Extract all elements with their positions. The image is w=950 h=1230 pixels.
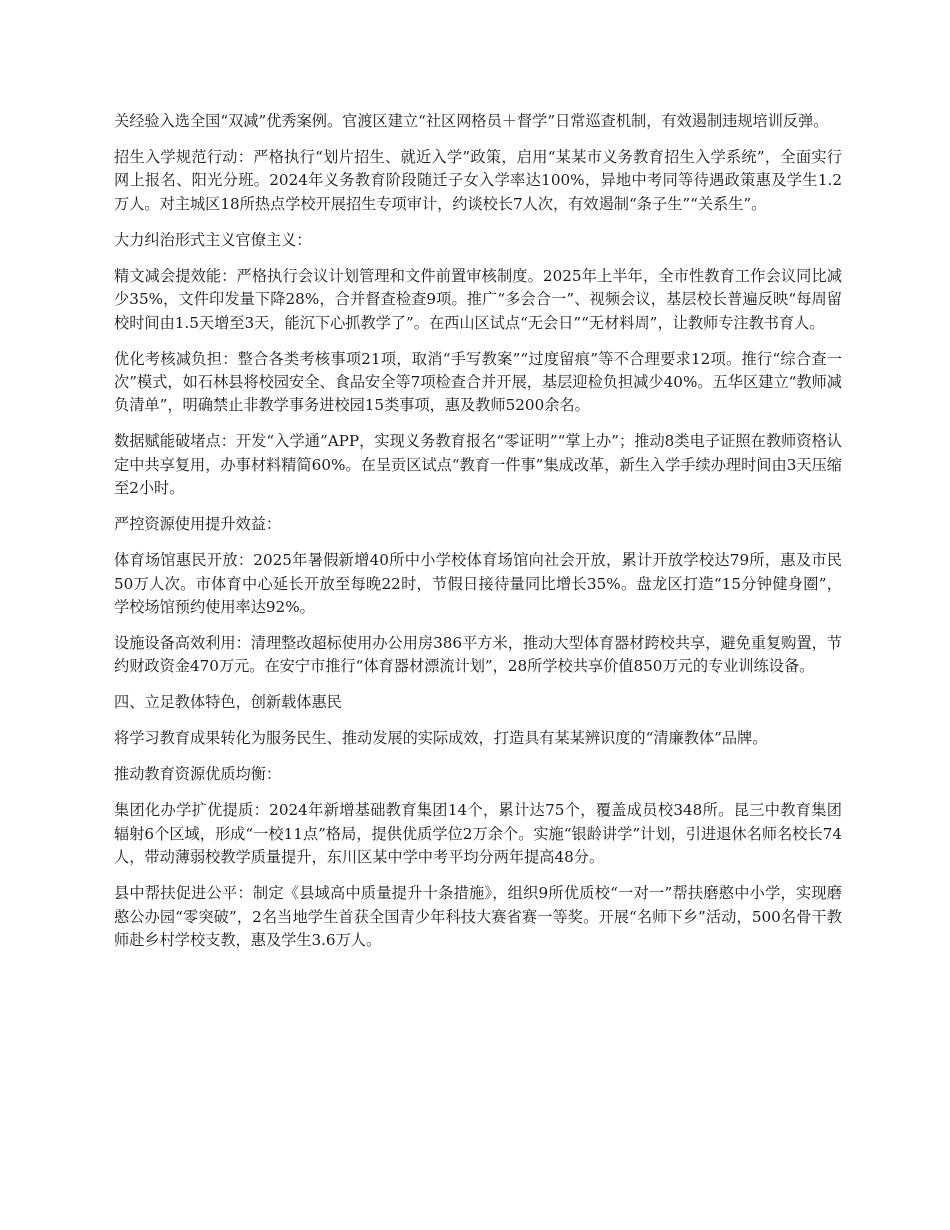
paragraph-stadium-opening: 体育场馆惠民开放：2025年暑假新增40所中小学校体育场馆向社会开放，累计开放学校达79所，惠及市民50万人次。市体育中心延长开放至每晚22时，节假日接待量同比增长35%。盘龙区打造“15分钟健身圈”，学校场馆预约使用率达92%。 <box>114 551 842 617</box>
paragraph-optimize-assessment: 优化考核减负担：整合各类考核事项21项，取消“手写教案”“过度留痕”等不合理要求12项。推行“综合查一次”模式，如石林县将校园安全、食品安全等7项检查合并开展，基层迎检负担减少40%。五华区建立“教师减负清单”，明确禁止非教学事务进校园15类事项，惠及教师5200余名。 <box>114 349 842 415</box>
paragraph-county-support: 县中帮扶促进公平：制定《县域高中质量提升十条措施》，组织9所优质校“一对一”帮扶磨憨中小学，实现磨憨公办园“零突破”，2名当地学生首获全国青少年科技大赛省赛一等奖。开展“名师下乡”活动，500名骨干教师赴乡村学校支教，惠及学生3.6万人。 <box>114 884 842 950</box>
heading-formalism: 大力纠治形式主义官僚主义： <box>114 230 312 249</box>
paragraph-shuangjian-case: 关经验入选全国“双减”优秀案例。官渡区建立“社区网格员＋督学”日常巡查机制，有效遏制违规培训反弹。 <box>114 112 829 130</box>
document-page <box>114 110 842 965</box>
paragraph-enrollment-regulation: 招生入学规范行动：严格执行“划片招生、就近入学”政策，启用“某某市义务教育招生入学系统”，全面实行网上报名、阳光分班。2024年义务教育阶段随迁子女入学率达100%，异地中考同等待遇政策惠及学生1.2万人。对主城区18所热点学校开展招生专项审计，约谈校长7人次，有效遏制“条子生”“关系生”。 <box>114 148 842 213</box>
paragraph-streamline-meetings: 精文减会提效能：严格执行会议计划管理和文件前置审核制度。2025年上半年，全市性教育工作会议同比减少35%，文件印发量下降28%，合并督查检查9项。推广“多会合一”、视频会议，基层校长普遍反映“每周留校时间由1.5天增至3天，能沉下心抓教学了”。在西山区试点“无会日”“无材料周”，让教师专注教书育人。 <box>114 266 842 332</box>
paragraph-facility-utilization: 设施设备高效利用：清理整改超标使用办公用房386平方米，推动大型体育器材跨校共享，避免重复购置，节约财政资金470万元。在安宁市推行“体育器材漂流计划”，28所学校共享价值850万元的专业训练设备。 <box>114 634 842 676</box>
paragraph-group-schooling: 集团化办学扩优提质：2024年新增基础教育集团14个，累计达75个，覆盖成员校348所。昆三中教育集团辐射6个区域，形成“一校11点”格局，提供优质学位2万余个。实施“银龄讲学”计划，引进退休名师名校长74人，带动薄弱校教学质量提升，东川区某中学中考平均分两年提高48分。 <box>114 801 842 867</box>
section-heading-four: 四、立足教体特色，创新载体惠民 <box>114 693 342 712</box>
heading-resource-balance: 推动教育资源优质均衡： <box>114 765 282 784</box>
heading-resource-control: 严控资源使用提升效益： <box>114 515 282 534</box>
paragraph-clean-brand: 将学习教育成果转化为服务民生、推动发展的实际成效，打造具有某某辨识度的“清廉教体”品牌。 <box>114 729 768 748</box>
paragraph-data-empowerment: 数据赋能破堵点：开发“入学通”APP，实现义务教育报名“零证明”“掌上办”；推动8类电子证照在教师资格认定中共享复用，办事材料精简60%。在呈贡区试点“教育一件事”集成改革，新生入学手续办理时间由3天压缩至2小时。 <box>114 432 842 498</box>
